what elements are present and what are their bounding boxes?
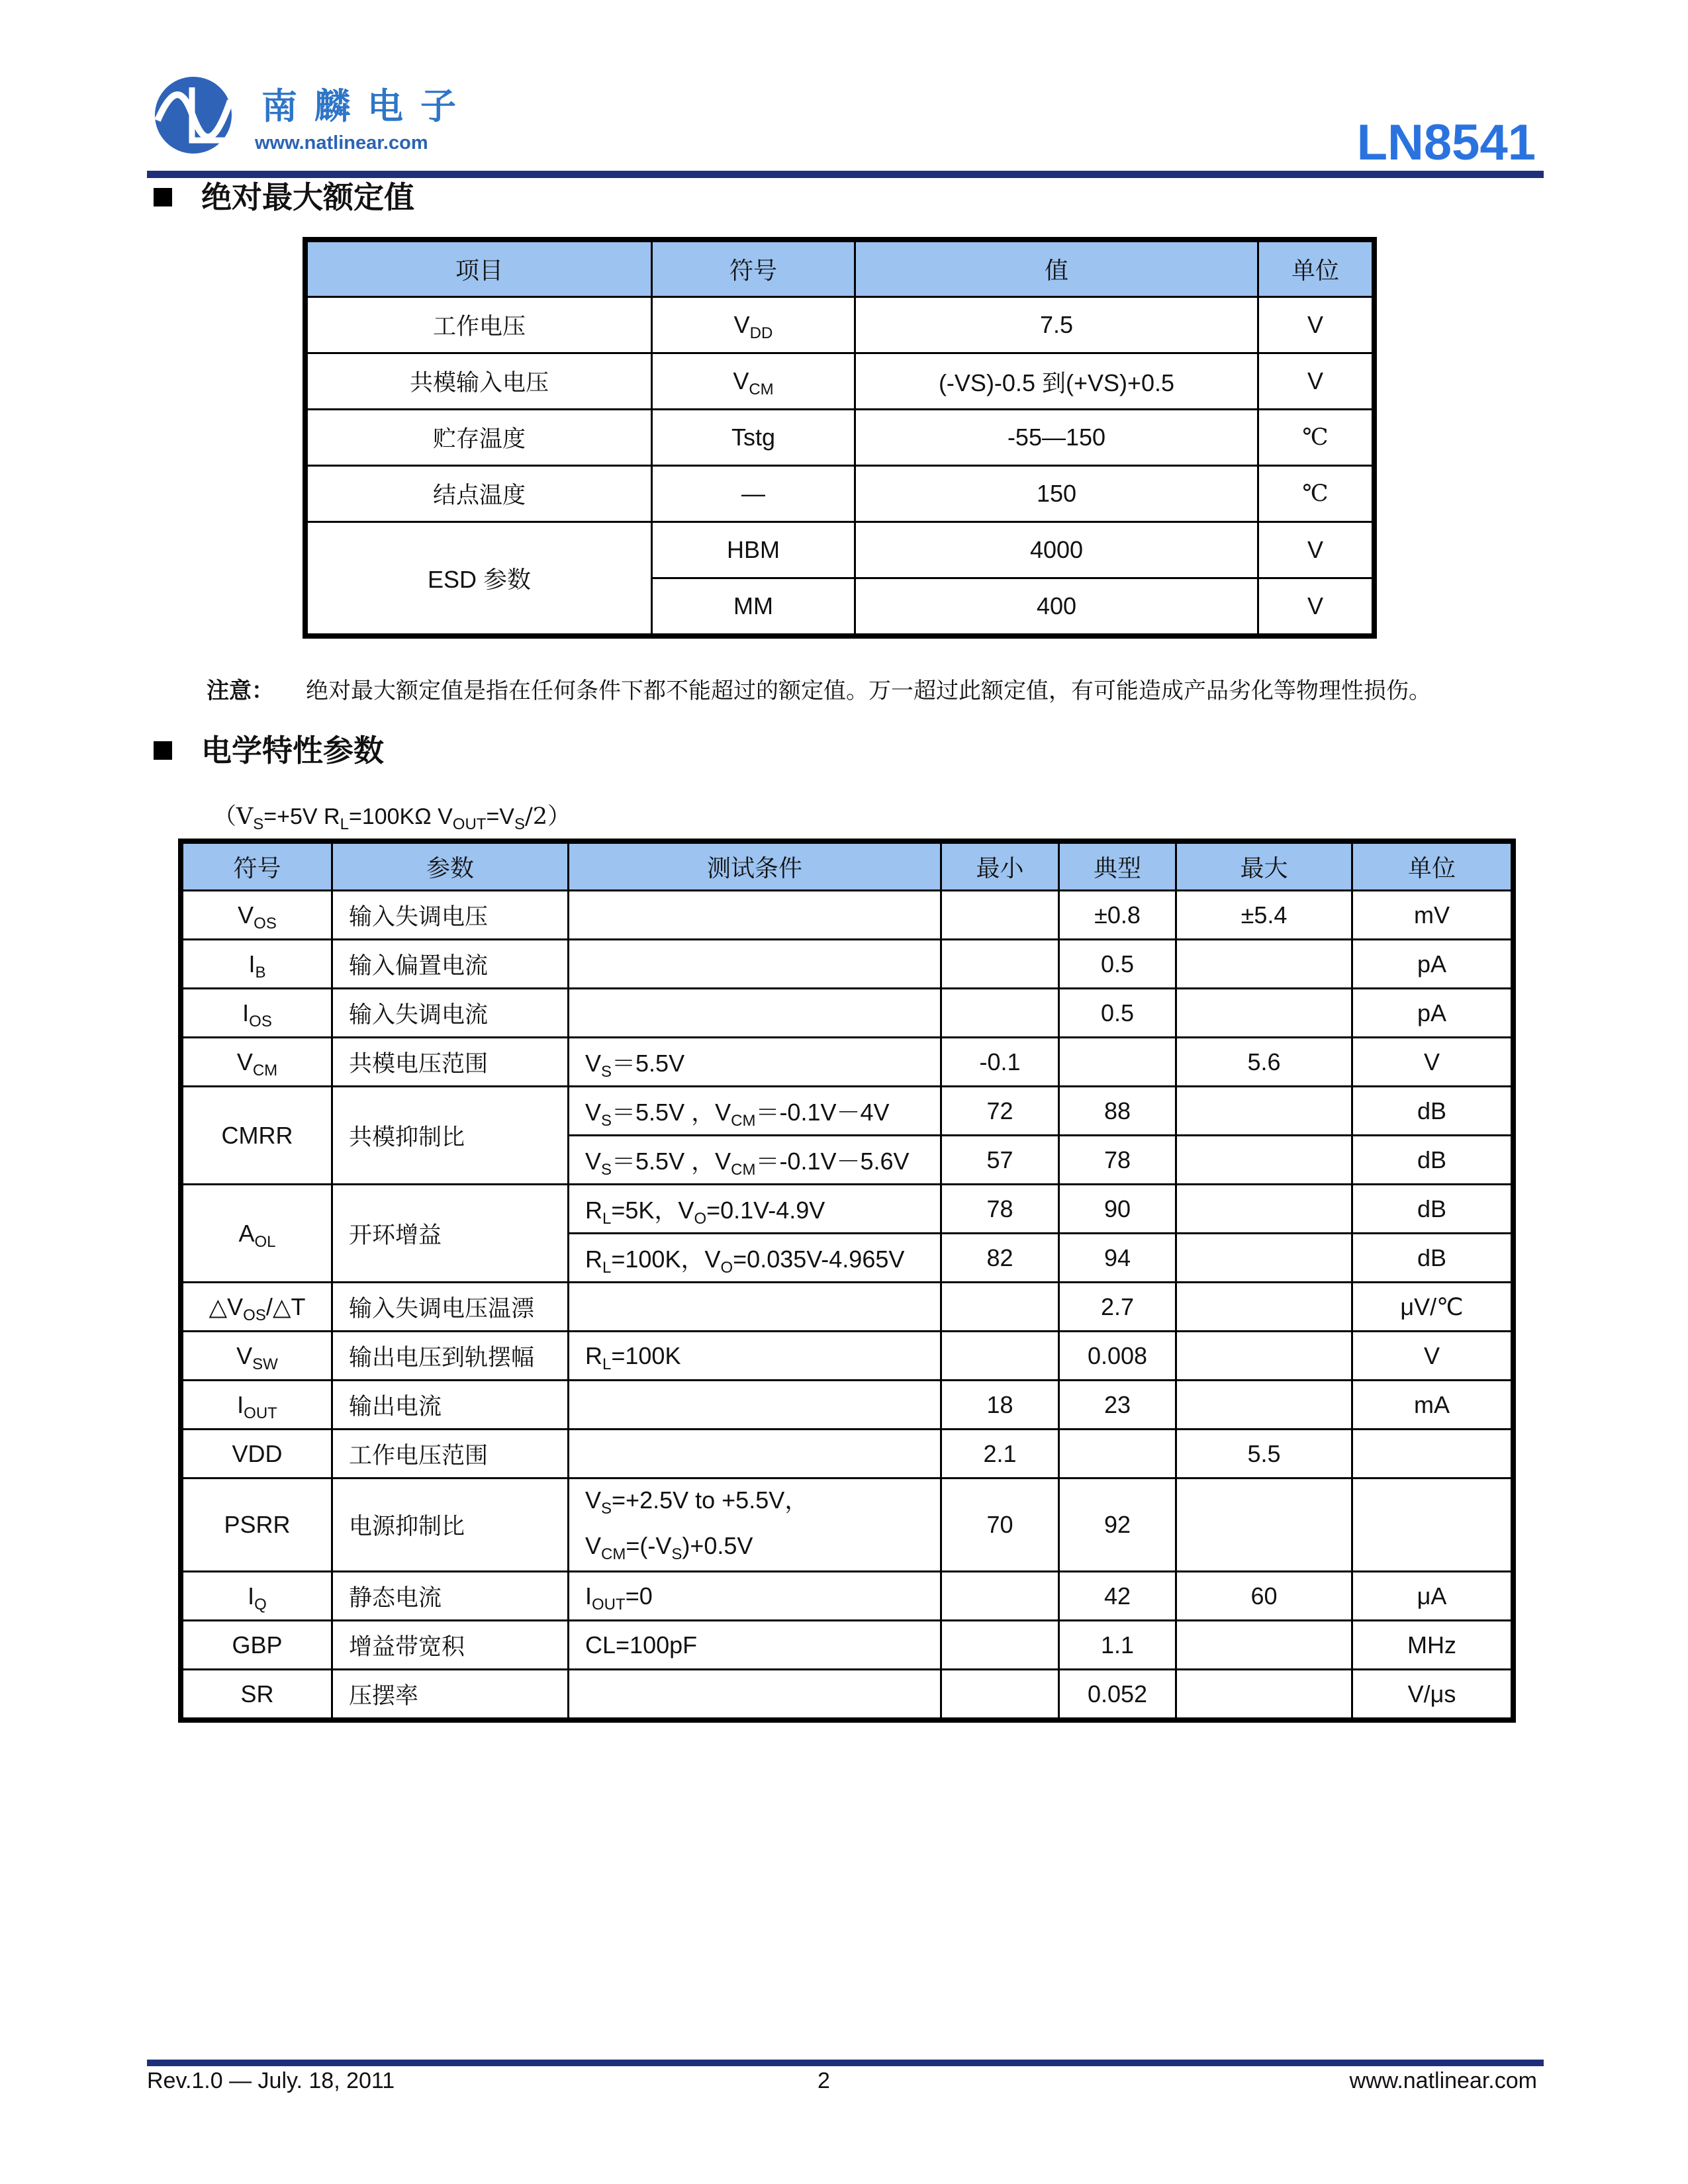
- logo-chinese-name: 南麟电子: [261, 85, 473, 127]
- cell-typ: 0.5: [1059, 989, 1176, 1038]
- cell-max: ±5.4: [1176, 891, 1352, 940]
- cell-typ: 42: [1059, 1572, 1176, 1621]
- cell-parameter: 输出电流: [332, 1381, 569, 1430]
- cell-condition: $V_S=5.5V$ ，$V_{CM}=-0.1V-5.6V$: [569, 1136, 941, 1185]
- cell-value: 150: [855, 466, 1258, 522]
- table-row: [307, 297, 1373, 353]
- table-row: [183, 989, 1512, 1038]
- cell-parameter: 输入失调电流: [332, 989, 569, 1038]
- cell-condition: [569, 1670, 941, 1719]
- cell-min: [941, 940, 1059, 989]
- cell-min: -0.1: [941, 1038, 1059, 1087]
- cell-parameter: 输入失调电压温漂: [332, 1283, 569, 1332]
- cell-symbol: $V_{CM}$: [652, 353, 855, 410]
- cell-unit: V/μs: [1352, 1670, 1512, 1719]
- cell-typ: 78: [1059, 1136, 1176, 1185]
- cell-condition: $I_{OUT}=0$: [569, 1572, 941, 1621]
- cell-min: [941, 1572, 1059, 1621]
- table-row: [183, 1621, 1512, 1670]
- cell-item: 共模输入电压: [307, 353, 652, 410]
- cell-max: [1176, 1332, 1352, 1381]
- note-label: 注意：: [207, 678, 274, 704]
- column-header: 单位: [1258, 242, 1373, 297]
- cell-typ: 2.7: [1059, 1283, 1176, 1332]
- column-header: 典型: [1059, 843, 1176, 891]
- column-header: 符号: [652, 242, 855, 297]
- cell-unit: pA: [1352, 989, 1512, 1038]
- cell-item: 工作电压: [307, 297, 652, 353]
- column-header: 单位: [1352, 843, 1512, 891]
- cell-condition: [569, 1479, 941, 1572]
- cell-min: [941, 1621, 1059, 1670]
- cell-typ: 1.1: [1059, 1621, 1176, 1670]
- cell-unit: mA: [1352, 1381, 1512, 1430]
- condition-line: $V_{CM}=(-V_S)+0.5V$: [585, 1532, 753, 1563]
- table-row: [183, 1670, 1512, 1719]
- bullet-square-icon: [154, 188, 172, 206]
- cell-unit: dB: [1352, 1234, 1512, 1283]
- cell-value: 4000: [855, 522, 1258, 578]
- cell-unit: dB: [1352, 1185, 1512, 1234]
- cell-symbol: MM: [652, 578, 855, 635]
- cell-min: 2.1: [941, 1430, 1059, 1479]
- cell-symbol: CMRR: [183, 1087, 332, 1185]
- section-title: 绝对最大额定值: [201, 179, 414, 215]
- cell-min: [941, 1332, 1059, 1381]
- cell-symbol: $A_{OL}$: [183, 1185, 332, 1283]
- section-title: 电学特性参数: [201, 733, 384, 768]
- cell-symbol: $V_{DD}$: [652, 297, 855, 353]
- cell-typ: 92: [1059, 1479, 1176, 1572]
- table-row: [183, 1572, 1512, 1621]
- cell-typ: 0.5: [1059, 940, 1176, 989]
- cell-item: 结点温度: [307, 466, 652, 522]
- table-header-row: [183, 843, 1512, 891]
- cell-value: (-VS)-0.5 到(+VS)+0.5: [855, 353, 1258, 410]
- table-row: [183, 1087, 1512, 1136]
- section-heading-electrical: [154, 727, 384, 770]
- table-row: [307, 410, 1373, 466]
- cell-symbol: $I_{OUT}$: [183, 1381, 332, 1430]
- table-row: [183, 1430, 1512, 1479]
- cell-condition: $R_L=100K$，$V_O=0.035V-4.965V$: [569, 1234, 941, 1283]
- cell-min: [941, 891, 1059, 940]
- footer-page-number: 2: [818, 2068, 830, 2093]
- cell-parameter: 压摆率: [332, 1670, 569, 1719]
- cell-symbol: PSRR: [183, 1479, 332, 1572]
- cell-unit: ℃: [1258, 410, 1373, 466]
- cell-parameter: 共模抑制比: [332, 1087, 569, 1185]
- cell-max: [1176, 989, 1352, 1038]
- cell-symbol: —: [652, 466, 855, 522]
- cell-symbol: GBP: [183, 1621, 332, 1670]
- absolute-max-table: [306, 240, 1374, 635]
- cell-parameter: 输出电压到轨摆幅: [332, 1332, 569, 1381]
- electrical-characteristics-table: [181, 842, 1513, 1719]
- cell-unit: V: [1352, 1038, 1512, 1087]
- logo-url: www.natlinear.com: [255, 132, 428, 154]
- cell-typ: 88: [1059, 1087, 1176, 1136]
- cell-min: [941, 1670, 1059, 1719]
- column-header: 最小: [941, 843, 1059, 891]
- footer-url: www.natlinear.com: [1349, 2068, 1537, 2093]
- cell-max: [1176, 1283, 1352, 1332]
- model-number: LN8541: [1356, 114, 1536, 171]
- cell-typ: 23: [1059, 1381, 1176, 1430]
- cell-condition: [569, 891, 941, 940]
- cell-parameter: 开环增益: [332, 1185, 569, 1283]
- cell-unit: μA: [1352, 1572, 1512, 1621]
- cell-min: [941, 989, 1059, 1038]
- cell-symbol: SR: [183, 1670, 332, 1719]
- cell-condition: $R_L=5K$，$V_O=0.1V-4.9V$: [569, 1185, 941, 1234]
- table-row: [307, 522, 1373, 578]
- table-row: [183, 1283, 1512, 1332]
- cell-max: [1176, 1381, 1352, 1430]
- cell-symbol: VDD: [183, 1430, 332, 1479]
- cell-unit: pA: [1352, 940, 1512, 989]
- table-row: [183, 1185, 1512, 1234]
- bullet-square-icon: [154, 741, 172, 760]
- cell-condition: [569, 1283, 941, 1332]
- cell-symbol: $I_{OS}$: [183, 989, 332, 1038]
- cell-unit: [1352, 1430, 1512, 1479]
- cell-parameter: 输入偏置电流: [332, 940, 569, 989]
- column-header: 项目: [307, 242, 652, 297]
- cell-unit: MHz: [1352, 1621, 1512, 1670]
- cell-condition: $V_S=5.5V$: [569, 1038, 941, 1087]
- cell-min: 72: [941, 1087, 1059, 1136]
- cell-max: 5.5: [1176, 1430, 1352, 1479]
- cell-unit: V: [1258, 578, 1373, 635]
- cell-parameter: 静态电流: [332, 1572, 569, 1621]
- cell-condition: [569, 940, 941, 989]
- cell-unit: V: [1258, 353, 1373, 410]
- cell-max: [1176, 1234, 1352, 1283]
- cell-typ: [1059, 1430, 1176, 1479]
- cell-condition: $V_S=5.5V$ ，$V_{CM}=-0.1V-4V$: [569, 1087, 941, 1136]
- cell-min: 57: [941, 1136, 1059, 1185]
- cell-symbol: $\triangle V_{OS}/\triangle T$: [183, 1283, 332, 1332]
- table-row: [183, 891, 1512, 940]
- cell-typ: 0.008: [1059, 1332, 1176, 1381]
- cell-condition: [569, 989, 941, 1038]
- footer-revision: Rev.1.0 — July. 18, 2011: [147, 2068, 395, 2093]
- cell-max: 5.6: [1176, 1038, 1352, 1087]
- cell-typ: 94: [1059, 1234, 1176, 1283]
- cell-max: [1176, 1479, 1352, 1572]
- cell-symbol: HBM: [652, 522, 855, 578]
- cell-typ: 90: [1059, 1185, 1176, 1234]
- cell-value: 7.5: [855, 297, 1258, 353]
- cell-condition: [569, 1430, 941, 1479]
- column-header: 参数: [332, 843, 569, 891]
- cell-symbol: $V_{SW}$: [183, 1332, 332, 1381]
- cell-min: 82: [941, 1234, 1059, 1283]
- footer-rule: [147, 2060, 1544, 2066]
- cell-max: [1176, 1621, 1352, 1670]
- cell-parameter: 电源抑制比: [332, 1479, 569, 1572]
- cell-unit: V: [1352, 1332, 1512, 1381]
- cell-value: -55—150: [855, 410, 1258, 466]
- condition-line: $V_S=+2.5V$ to +5.5V，: [585, 1486, 809, 1518]
- table-header-row: [307, 242, 1373, 297]
- test-conditions: （$V_S=+5V$ $R_L=100K\Omega$ $V_{OUT}=V_S/2$）: [213, 803, 571, 833]
- column-header: 值: [855, 242, 1258, 297]
- column-header: 测试条件: [569, 843, 941, 891]
- table-row: [183, 1332, 1512, 1381]
- cell-symbol: $V_{CM}$: [183, 1038, 332, 1087]
- cell-unit: ℃: [1258, 466, 1373, 522]
- table-row: [183, 1038, 1512, 1087]
- note-text: 绝对最大额定值是指在任何条件下都不能超过的额定值。万一超过此额定值，有可能造成产品劣化等物理性损伤。: [306, 678, 1431, 704]
- cell-unit: μV/℃: [1352, 1283, 1512, 1332]
- cell-symbol: $I_B$: [183, 940, 332, 989]
- cell-max: [1176, 940, 1352, 989]
- cell-unit: [1352, 1479, 1512, 1572]
- cell-typ: [1059, 1038, 1176, 1087]
- cell-parameter: 工作电压范围: [332, 1430, 569, 1479]
- cell-max: [1176, 1185, 1352, 1234]
- cell-min: 78: [941, 1185, 1059, 1234]
- cell-condition: [569, 1381, 941, 1430]
- cell-max: [1176, 1087, 1352, 1136]
- cell-unit: V: [1258, 297, 1373, 353]
- cell-typ: ±0.8: [1059, 891, 1176, 940]
- cell-condition: $R_L=100K$: [569, 1332, 941, 1381]
- table-row: [307, 353, 1373, 410]
- table-row: [307, 466, 1373, 522]
- cell-unit: dB: [1352, 1087, 1512, 1136]
- cell-min: 70: [941, 1479, 1059, 1572]
- cell-max: [1176, 1136, 1352, 1185]
- cell-unit: V: [1258, 522, 1373, 578]
- table-row: [183, 940, 1512, 989]
- cell-parameter: 共模电压范围: [332, 1038, 569, 1087]
- cell-max: 60: [1176, 1572, 1352, 1621]
- section-heading-absolute-max: [154, 173, 414, 217]
- table-row: [183, 1479, 1512, 1572]
- cell-value: 400: [855, 578, 1258, 635]
- table-row: [183, 1381, 1512, 1430]
- cell-symbol: Tstg: [652, 410, 855, 466]
- cell-parameter: 增益带宽积: [332, 1621, 569, 1670]
- column-header: 符号: [183, 843, 332, 891]
- cell-parameter: 输入失调电压: [332, 891, 569, 940]
- cell-max: [1176, 1670, 1352, 1719]
- cell-condition: CL=100pF: [569, 1621, 941, 1670]
- cell-item: ESD 参数: [307, 522, 652, 635]
- column-header: 最大: [1176, 843, 1352, 891]
- cell-min: [941, 1283, 1059, 1332]
- cell-min: 18: [941, 1381, 1059, 1430]
- cell-symbol: $V_{OS}$: [183, 891, 332, 940]
- cell-unit: mV: [1352, 891, 1512, 940]
- cell-typ: 0.052: [1059, 1670, 1176, 1719]
- cell-symbol: $I_Q$: [183, 1572, 332, 1621]
- cell-item: 贮存温度: [307, 410, 652, 466]
- cell-unit: dB: [1352, 1136, 1512, 1185]
